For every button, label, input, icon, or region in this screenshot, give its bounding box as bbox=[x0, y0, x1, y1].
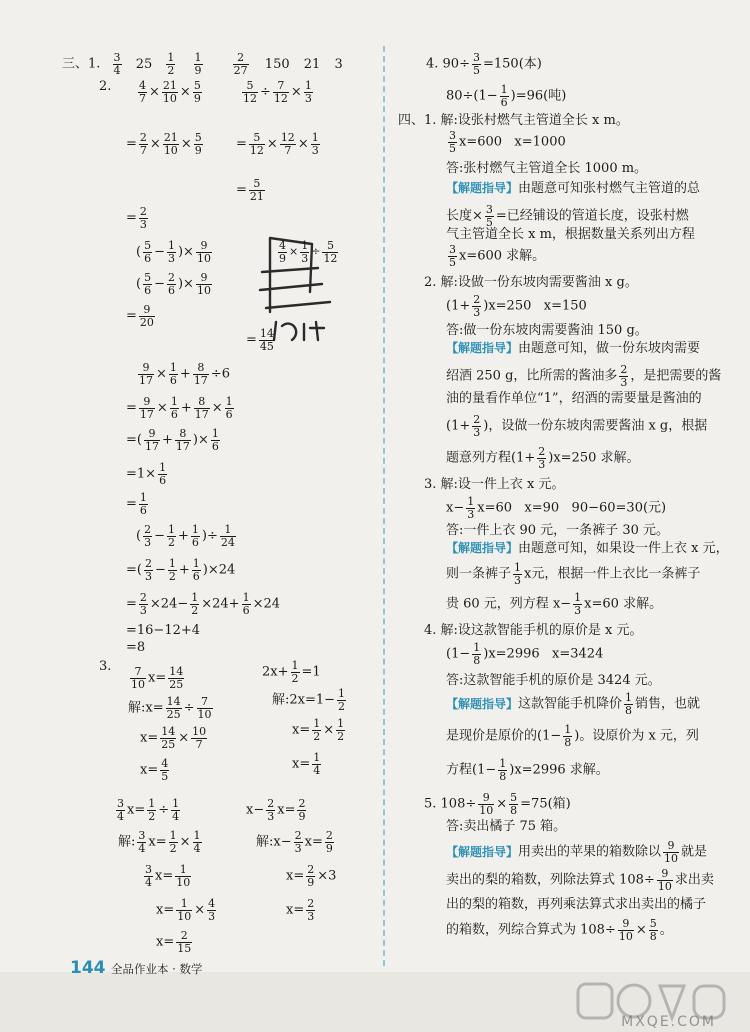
eq-1-line-2: 解:x= $\frac{14}{25}$ ÷ $\frac{7}{10}$ bbox=[128, 695, 212, 721]
s4-3-answer: 答:一件上衣 90 元，一条裤子 30 元。 bbox=[446, 523, 669, 538]
guide-2-line-3: 油的量看作单位“1”，绍酒的需要量是酱油的 bbox=[446, 391, 702, 406]
expr-1-line-2: = $\frac{2}{7}$ × $\frac{21}{10}$ × $\frac{5}{9}$ bbox=[126, 131, 202, 157]
book-title: 全品作业本 · 数学 bbox=[111, 962, 203, 976]
s4-2-title: 2. 解:设做一份东坡肉需要酱油 x g。 bbox=[424, 275, 638, 290]
guide-1-line-3: 气主管道全长 x m，根据数量关系列出方程 bbox=[446, 227, 695, 242]
eq-1-line-3: x= $\frac{14}{25}$ × $\frac{10}{7}$ bbox=[140, 725, 207, 751]
guide-tag: 【解题指导】 bbox=[446, 181, 519, 195]
eq-4-line-2: 解:x− $\frac{2}{3}$ x= $\frac{2}{9}$ bbox=[256, 829, 333, 855]
eq-4-line-3: x= $\frac{2}{9}$ ×3 bbox=[286, 863, 337, 889]
guide-4-line-2: 是现价是原价的(1− $\frac{1}{8}$ )。设原价为 x 元，列 bbox=[446, 723, 699, 749]
watermark-text: MXQE.COM bbox=[621, 1014, 716, 1030]
guide-1-line-2: 长度× $\frac{3}{5}$ =已经铺设的管道长度，设张村燃 bbox=[446, 203, 689, 229]
section-3-1-row: 三、1. $\frac{3}{4}$ 25 $\frac{1}{2}$ $\frac{1}{9}$ $\frac{2}{27}$ 150 21 3 bbox=[62, 51, 343, 77]
expr-3-line-1: ( $\frac{5}{6}$ − $\frac{1}{3}$ )× $\frac{9}{10}$ bbox=[136, 239, 211, 265]
guide-3-line-2: 则一条裤子 $\frac{1}{3}$ x元，根据一件上衣比一条裤子 bbox=[446, 561, 701, 587]
eq-3-answer: x= $\frac{2}{15}$ bbox=[156, 929, 192, 955]
expr-3-line-2: ( $\frac{5}{6}$ − $\frac{2}{6}$ )× $\frac{9}{10}$ bbox=[136, 271, 211, 297]
q4-line-1: 4. 90÷ $\frac{3}{5}$ =150(本) bbox=[426, 51, 542, 77]
expr-5-line-1: $\frac{9}{17}$ × $\frac{1}{6}$ + $\frac{8}{17}$ ÷6 bbox=[139, 361, 230, 387]
guide-2-line-1 bbox=[446, 342, 700, 355]
guide-5-line-4: 的箱数，列综合算式为 108÷ $\frac{9}{10}$ × $\frac{5}{8}$ 。 bbox=[446, 917, 673, 943]
guide-1-text-1: 由题意可知张村燃气主管道的总 bbox=[518, 181, 701, 196]
expr-6-line-4: =16−12+4 bbox=[126, 623, 201, 638]
guide-2-text-1: 由题意可知，做一份东坡肉需要 bbox=[518, 341, 701, 356]
eq-1-answer: x= $\frac{4}{5}$ bbox=[140, 757, 169, 783]
q4-line-2: 80÷(1− $\frac{1}{6}$ )=96(吨) bbox=[446, 83, 567, 109]
s4-2-answer: 答:做一份东坡肉需要酱油 150 g。 bbox=[446, 323, 648, 338]
guide-1-line-1 bbox=[446, 182, 700, 195]
s4-1-title: 四、1. 解:设张村燃气主管道全长 x m。 bbox=[398, 113, 629, 128]
expr-6-result: =8 bbox=[126, 640, 146, 655]
expr-5-line-4: =1× $\frac{1}{6}$ bbox=[126, 461, 167, 487]
eq-3-line-1: $\frac{3}{4}$ x= $\frac{1}{2}$ ÷ $\frac{1}{4}$ bbox=[117, 797, 180, 823]
s4-3-eq: x− $\frac{1}{3}$ x=60 x=90 90−60=30(元) bbox=[446, 495, 667, 521]
s4-2-eq: (1+ $\frac{2}{3}$ )x=250 x=150 bbox=[446, 293, 587, 319]
expr-6-line-1: ( $\frac{2}{3}$ − $\frac{1}{2}$ + $\frac{1}{6}$ )÷ $\frac{1}{24}$ bbox=[136, 523, 235, 549]
expr-2-line-2: = $\frac{5}{12}$ × $\frac{12}{7}$ × $\frac{1}{3}$ bbox=[236, 131, 319, 157]
eq-2-line-2: 解:2x=1− $\frac{1}{2}$ bbox=[272, 687, 346, 713]
s4-3-title: 3. 解:设一件上衣 x 元。 bbox=[424, 477, 565, 492]
guide-2-line-2: 绍酒 250 g，比所需的酱油多 $\frac{2}{3}$ ，是把需要的酱 bbox=[446, 363, 722, 389]
expr-2-result: = $\frac{5}{21}$ bbox=[236, 177, 264, 203]
s4-4-title: 4. 解:设这款智能手机的原价是 x 元。 bbox=[424, 623, 643, 638]
column-divider bbox=[383, 46, 385, 966]
section-3-2-label: 2. bbox=[99, 79, 112, 94]
expr-5-line-3: =( $\frac{9}{17}$ + $\frac{8}{17}$ )× $\frac{1}{6}$ bbox=[126, 427, 219, 453]
eq-4-line-1: x− $\frac{2}{3}$ x= $\frac{2}{9}$ bbox=[246, 797, 306, 823]
guide-3-text-1: 由题意可知，如果设一件上衣 x 元， bbox=[518, 541, 729, 556]
eq-2-answer: x= $\frac{1}{4}$ bbox=[292, 751, 321, 777]
guide-3-line-1 bbox=[446, 542, 729, 555]
guide-4-line-3: 方程(1− $\frac{1}{8}$ )x=2996 求解。 bbox=[446, 757, 609, 783]
guide-5-line-3: 出的梨的箱数，再列乘法算式求出卖出的橘子 bbox=[446, 897, 707, 912]
guide-3-line-3: 贵 60 元，列方程 x− $\frac{1}{3}$ x=60 求解。 bbox=[446, 591, 663, 617]
guide-4-line-1: 【解题指导】这款智能手机降价 $\frac{1}{8}$ 销售，也就 bbox=[446, 691, 701, 717]
guide-tag: 【解题指导】 bbox=[446, 541, 519, 555]
expr-4-result: = $\frac{14}{45}$ bbox=[246, 327, 274, 353]
guide-1-line-4: $\frac{3}{5}$ x=600 求解。 bbox=[449, 243, 546, 269]
expr-2-line-1: $\frac{5}{12}$ ÷ $\frac{7}{12}$ × $\frac{1}{3}$ bbox=[243, 79, 312, 105]
eq-2-line-1: 2x+ $\frac{1}{2}$ =1 bbox=[262, 659, 321, 685]
expr-3-result: = $\frac{9}{20}$ bbox=[126, 303, 154, 329]
eq-3-line-4: x= $\frac{1}{10}$ × $\frac{4}{3}$ bbox=[156, 897, 216, 923]
s4-4-answer: 答:这款智能手机的原价是 3424 元。 bbox=[446, 673, 661, 688]
guide-5-line-2: 卖出的梨的箱数，列除法算式 108÷ $\frac{9}{10}$ 求出卖 bbox=[446, 867, 714, 893]
s4-1-eq: $\frac{3}{5}$ x=600 x=1000 bbox=[449, 129, 566, 155]
expr-6-line-2: =( $\frac{2}{3}$ − $\frac{1}{2}$ + $\frac{1}{6}$ )×24 bbox=[126, 557, 236, 583]
guide-2-line-5: 题意列方程(1+ $\frac{2}{3}$ )x=250 求解。 bbox=[446, 445, 640, 471]
page-number: 144 bbox=[70, 958, 106, 978]
guide-tag: 【解题指导】 bbox=[446, 844, 519, 859]
s4-1-answer: 答:张村燃气主管道全长 1000 m。 bbox=[446, 161, 648, 176]
section-3-header: 三、1. bbox=[62, 56, 101, 72]
eq-3-line-3: $\frac{3}{4}$ x= $\frac{1}{10}$ bbox=[145, 863, 191, 889]
expr-6-line-3: = $\frac{2}{3}$ ×24− $\frac{1}{2}$ ×24+ $\frac{1}{6}$ ×24 bbox=[126, 591, 280, 617]
expr-5-result: = $\frac{1}{6}$ bbox=[126, 491, 147, 517]
eq-1-line-1: $\frac{7}{10}$ x= $\frac{14}{25}$ bbox=[131, 665, 184, 691]
eq-2-line-3: x= $\frac{1}{2}$ × $\frac{1}{2}$ bbox=[292, 717, 345, 743]
expr-1-result: = $\frac{2}{3}$ bbox=[126, 205, 147, 231]
expr-4-line-1: $\frac{4}{9}$ × $\frac{1}{3}$ ÷ $\frac{5}{12}$ bbox=[279, 239, 338, 265]
eq-3-line-2: 解: $\frac{3}{4}$ x= $\frac{1}{2}$ × $\frac{1}{4}$ bbox=[118, 829, 201, 855]
s4-5-title: 5. 108÷ $\frac{9}{10}$ × $\frac{5}{8}$ =75(箱) bbox=[424, 791, 571, 817]
section-3-3-label: 3. bbox=[99, 659, 112, 674]
s4-5-answer: 答:卖出橘子 75 箱。 bbox=[446, 819, 567, 834]
expr-1-line-1: $\frac{4}{7}$ × $\frac{21}{10}$ × $\frac{5}{9}$ bbox=[139, 79, 201, 105]
guide-tag: 【解题指导】 bbox=[446, 696, 519, 711]
expr-5-line-2: = $\frac{9}{17}$ × $\frac{1}{6}$ + $\frac{8}{17}$ × $\frac{1}{6}$ bbox=[126, 395, 233, 421]
guide-tag: 【解题指导】 bbox=[446, 341, 519, 355]
guide-5-line-1: 【解题指导】用卖出的苹果的箱数除以 $\frac{9}{10}$ 就是 bbox=[446, 839, 708, 865]
s4-4-eq: (1− $\frac{1}{8}$ )x=2996 x=3424 bbox=[446, 641, 604, 667]
guide-2-line-4: (1+ $\frac{2}{3}$ )，设做一份东坡肉需要酱油 x g，根据 bbox=[446, 413, 708, 439]
eq-4-answer: x= $\frac{2}{3}$ bbox=[286, 897, 315, 923]
